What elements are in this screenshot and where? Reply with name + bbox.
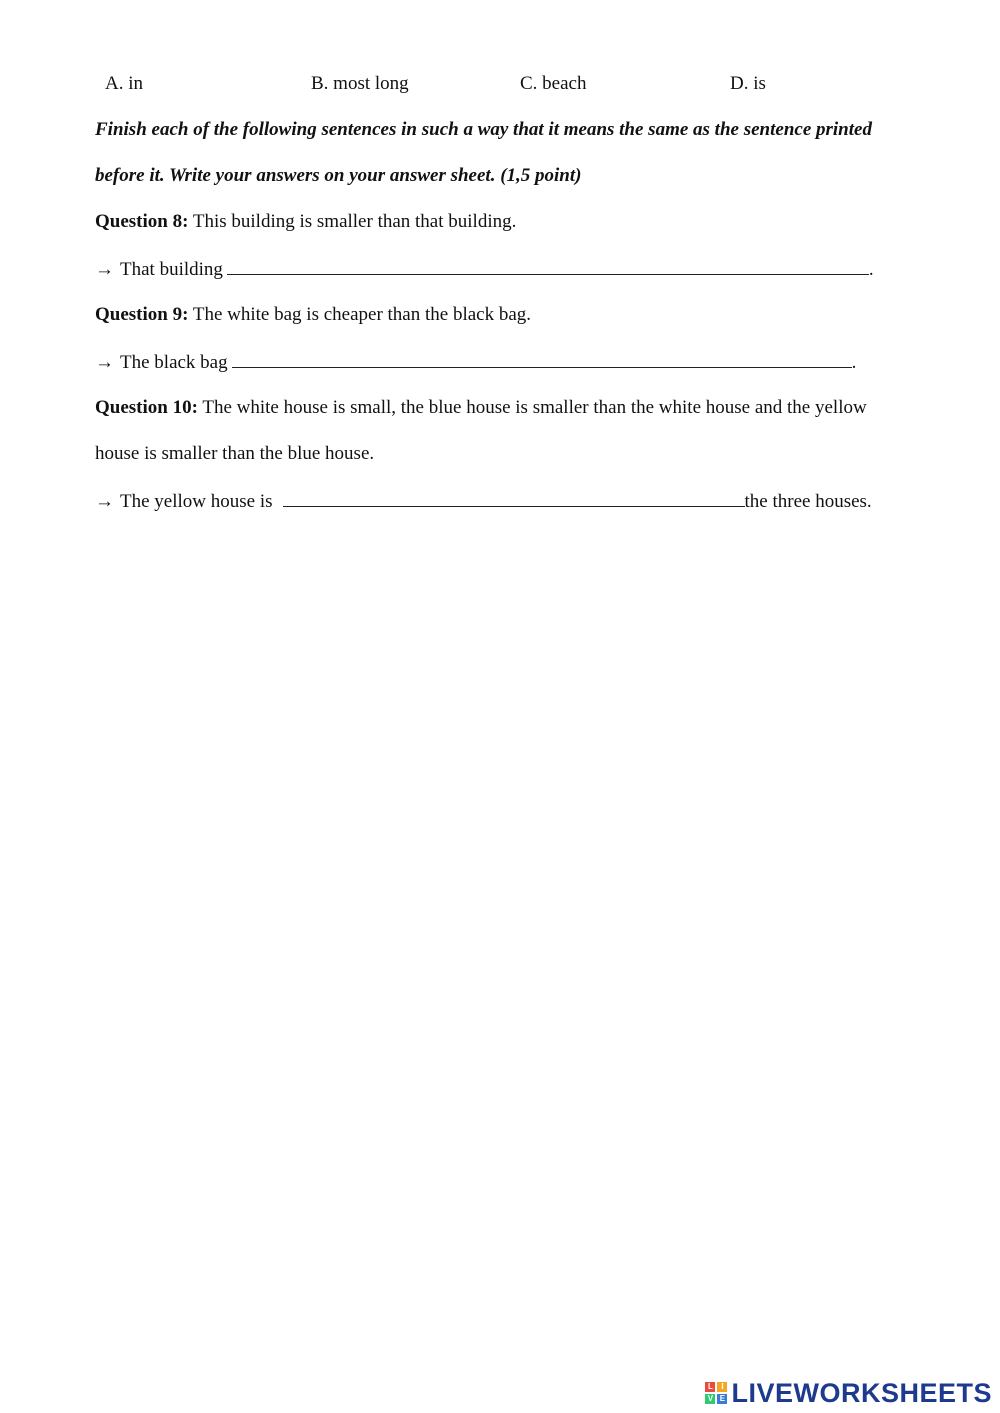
arrow-icon: → xyxy=(95,352,114,373)
liveworksheets-watermark xyxy=(705,1379,992,1407)
answer-blank-8[interactable] xyxy=(227,256,869,275)
liveworksheets-logo-icon xyxy=(705,1382,727,1404)
question-8 xyxy=(95,210,516,234)
question-label: Question 9: xyxy=(95,304,189,325)
question-label: Question 10: xyxy=(95,397,198,418)
answer-end: the three houses. xyxy=(744,491,872,512)
question-text: The white bag is cheaper than the black bag. xyxy=(192,304,532,325)
logo-tile: L xyxy=(705,1382,715,1392)
answer-end: . xyxy=(851,352,857,373)
question-text: The white house is small, the blue house is smaller than the white house and the yellow xyxy=(202,397,867,418)
arrow-icon: → xyxy=(95,491,114,512)
arrow-icon: → xyxy=(95,259,114,280)
question-10-continued: house is smaller than the blue house. xyxy=(95,443,375,464)
answer-line-10 xyxy=(95,488,872,514)
answer-prompt: That building xyxy=(120,259,223,280)
question-9 xyxy=(95,303,531,327)
answer-end: . xyxy=(868,259,874,280)
logo-tile: E xyxy=(717,1394,727,1404)
question-10 xyxy=(95,396,867,420)
watermark-text: LIVEWORKSHEETS xyxy=(731,1377,992,1408)
answer-line-9 xyxy=(95,349,856,375)
instructions-line-1: Finish each of the following sentences in such a way that it means the same as the sentence printed xyxy=(95,119,872,140)
answer-line-8 xyxy=(95,256,874,282)
logo-tile: I xyxy=(717,1382,727,1392)
option-d: D. is xyxy=(730,73,766,94)
answer-blank-9[interactable] xyxy=(232,349,852,368)
instructions-line-2: before it. Write your answers on your answer sheet. (1,5 point) xyxy=(95,165,582,186)
answer-prompt: The black bag xyxy=(120,352,228,373)
option-b: B. most long xyxy=(311,73,409,94)
logo-tile: V xyxy=(705,1394,715,1404)
option-c: C. beach xyxy=(520,73,587,94)
question-text: This building is smaller than that building. xyxy=(192,211,517,232)
answer-blank-10[interactable] xyxy=(283,488,745,507)
option-a: A. in xyxy=(105,73,143,94)
answer-prompt: The yellow house is xyxy=(120,491,273,512)
question-label: Question 8: xyxy=(95,211,189,232)
